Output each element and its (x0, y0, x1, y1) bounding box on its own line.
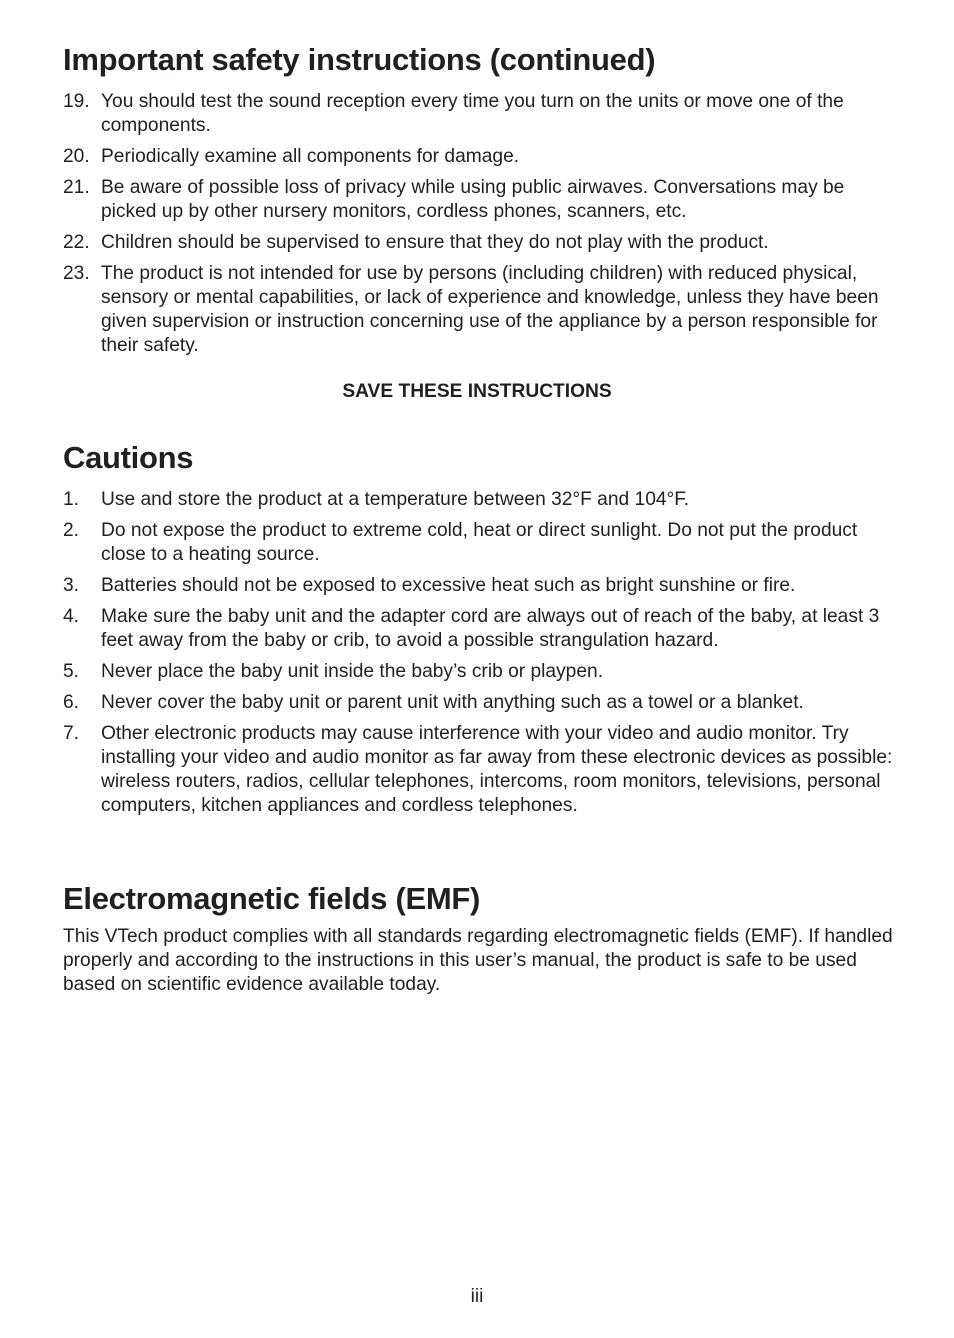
list-item (63, 691, 893, 715)
item-number: 20. (63, 146, 90, 167)
item-text: Make sure the baby unit and the adapter cord are always out of reach of the baby, at least 3 feet away from the baby or crib, to avoid a possible strangulation hazard. (101, 606, 880, 651)
item-text: Do not expose the product to extreme cold, heat or direct sunlight. Do not put the product close to a heating source. (101, 520, 858, 565)
item-text: Never place the baby unit inside the baby’s crib or playpen. (101, 661, 604, 682)
item-number: 3. (63, 575, 80, 596)
list-item (63, 722, 893, 818)
item-text: Use and store the product at a temperature between 32°F and 104°F. (101, 489, 690, 510)
item-text: The product is not intended for use by persons (including children) with reduced physical, sensory or mental capabilities, or lack of experience and knowledge, unless they have been given supervision or instruction concerning use of the appliance by a person responsible for their safety. (101, 263, 879, 356)
section-title-emf: Electromagnetic fields (EMF) (63, 881, 481, 916)
safety-list (63, 90, 893, 365)
item-number: 2. (63, 520, 80, 541)
section-title-cautions: Cautions (63, 440, 194, 475)
item-number: 21. (63, 177, 90, 198)
item-text: Batteries should not be exposed to excessive heat such as bright sunshine or fire. (101, 575, 796, 596)
list-item (63, 262, 893, 358)
item-number: 22. (63, 232, 90, 253)
item-text: Be aware of possible loss of privacy while using public airwaves. Conversations may be picked up by other nursery monitors, cordless phones, scanners, etc. (101, 177, 845, 222)
emf-paragraph: This VTech product complies with all standards regarding electromagnetic fields (EMF). If handled properly and according to the instructions in this user’s manual, the product is safe to be used based on scientific evidence available today. (63, 926, 893, 995)
cautions-list (63, 488, 893, 825)
item-number: 6. (63, 692, 80, 713)
list-item (63, 519, 893, 567)
section-title-safety: Important safety instructions (continued) (63, 42, 656, 77)
list-item (63, 231, 893, 255)
list-item (63, 660, 893, 684)
item-number: 4. (63, 606, 80, 627)
item-text: Periodically examine all components for damage. (101, 146, 520, 167)
item-text: Other electronic products may cause interference with your video and audio monitor. Try installing your video and audio monitor as far away from these electronic devices as possible: wireless routers, radios, cellular telephones, intercoms, room monitors, televisions, personal computers, kitchen appliances and cordless telephones. (101, 723, 893, 816)
item-number: 5. (63, 661, 80, 682)
list-item (63, 176, 893, 224)
list-item (63, 488, 893, 512)
item-text: Children should be supervised to ensure that they do not play with the product. (101, 232, 769, 253)
item-number: 1. (63, 489, 80, 510)
item-number: 23. (63, 263, 90, 284)
item-number: 19. (63, 91, 90, 112)
list-item (63, 605, 893, 653)
item-text: You should test the sound reception every time you turn on the units or move one of the components. (101, 91, 844, 136)
item-number: 7. (63, 723, 80, 744)
page-number: iii (470, 1286, 484, 1307)
list-item (63, 90, 893, 138)
list-item (63, 145, 893, 169)
list-item (63, 574, 893, 598)
save-instructions-label: SAVE THESE INSTRUCTIONS (342, 381, 612, 402)
item-text: Never cover the baby unit or parent unit with anything such as a towel or a blanket. (101, 692, 804, 713)
